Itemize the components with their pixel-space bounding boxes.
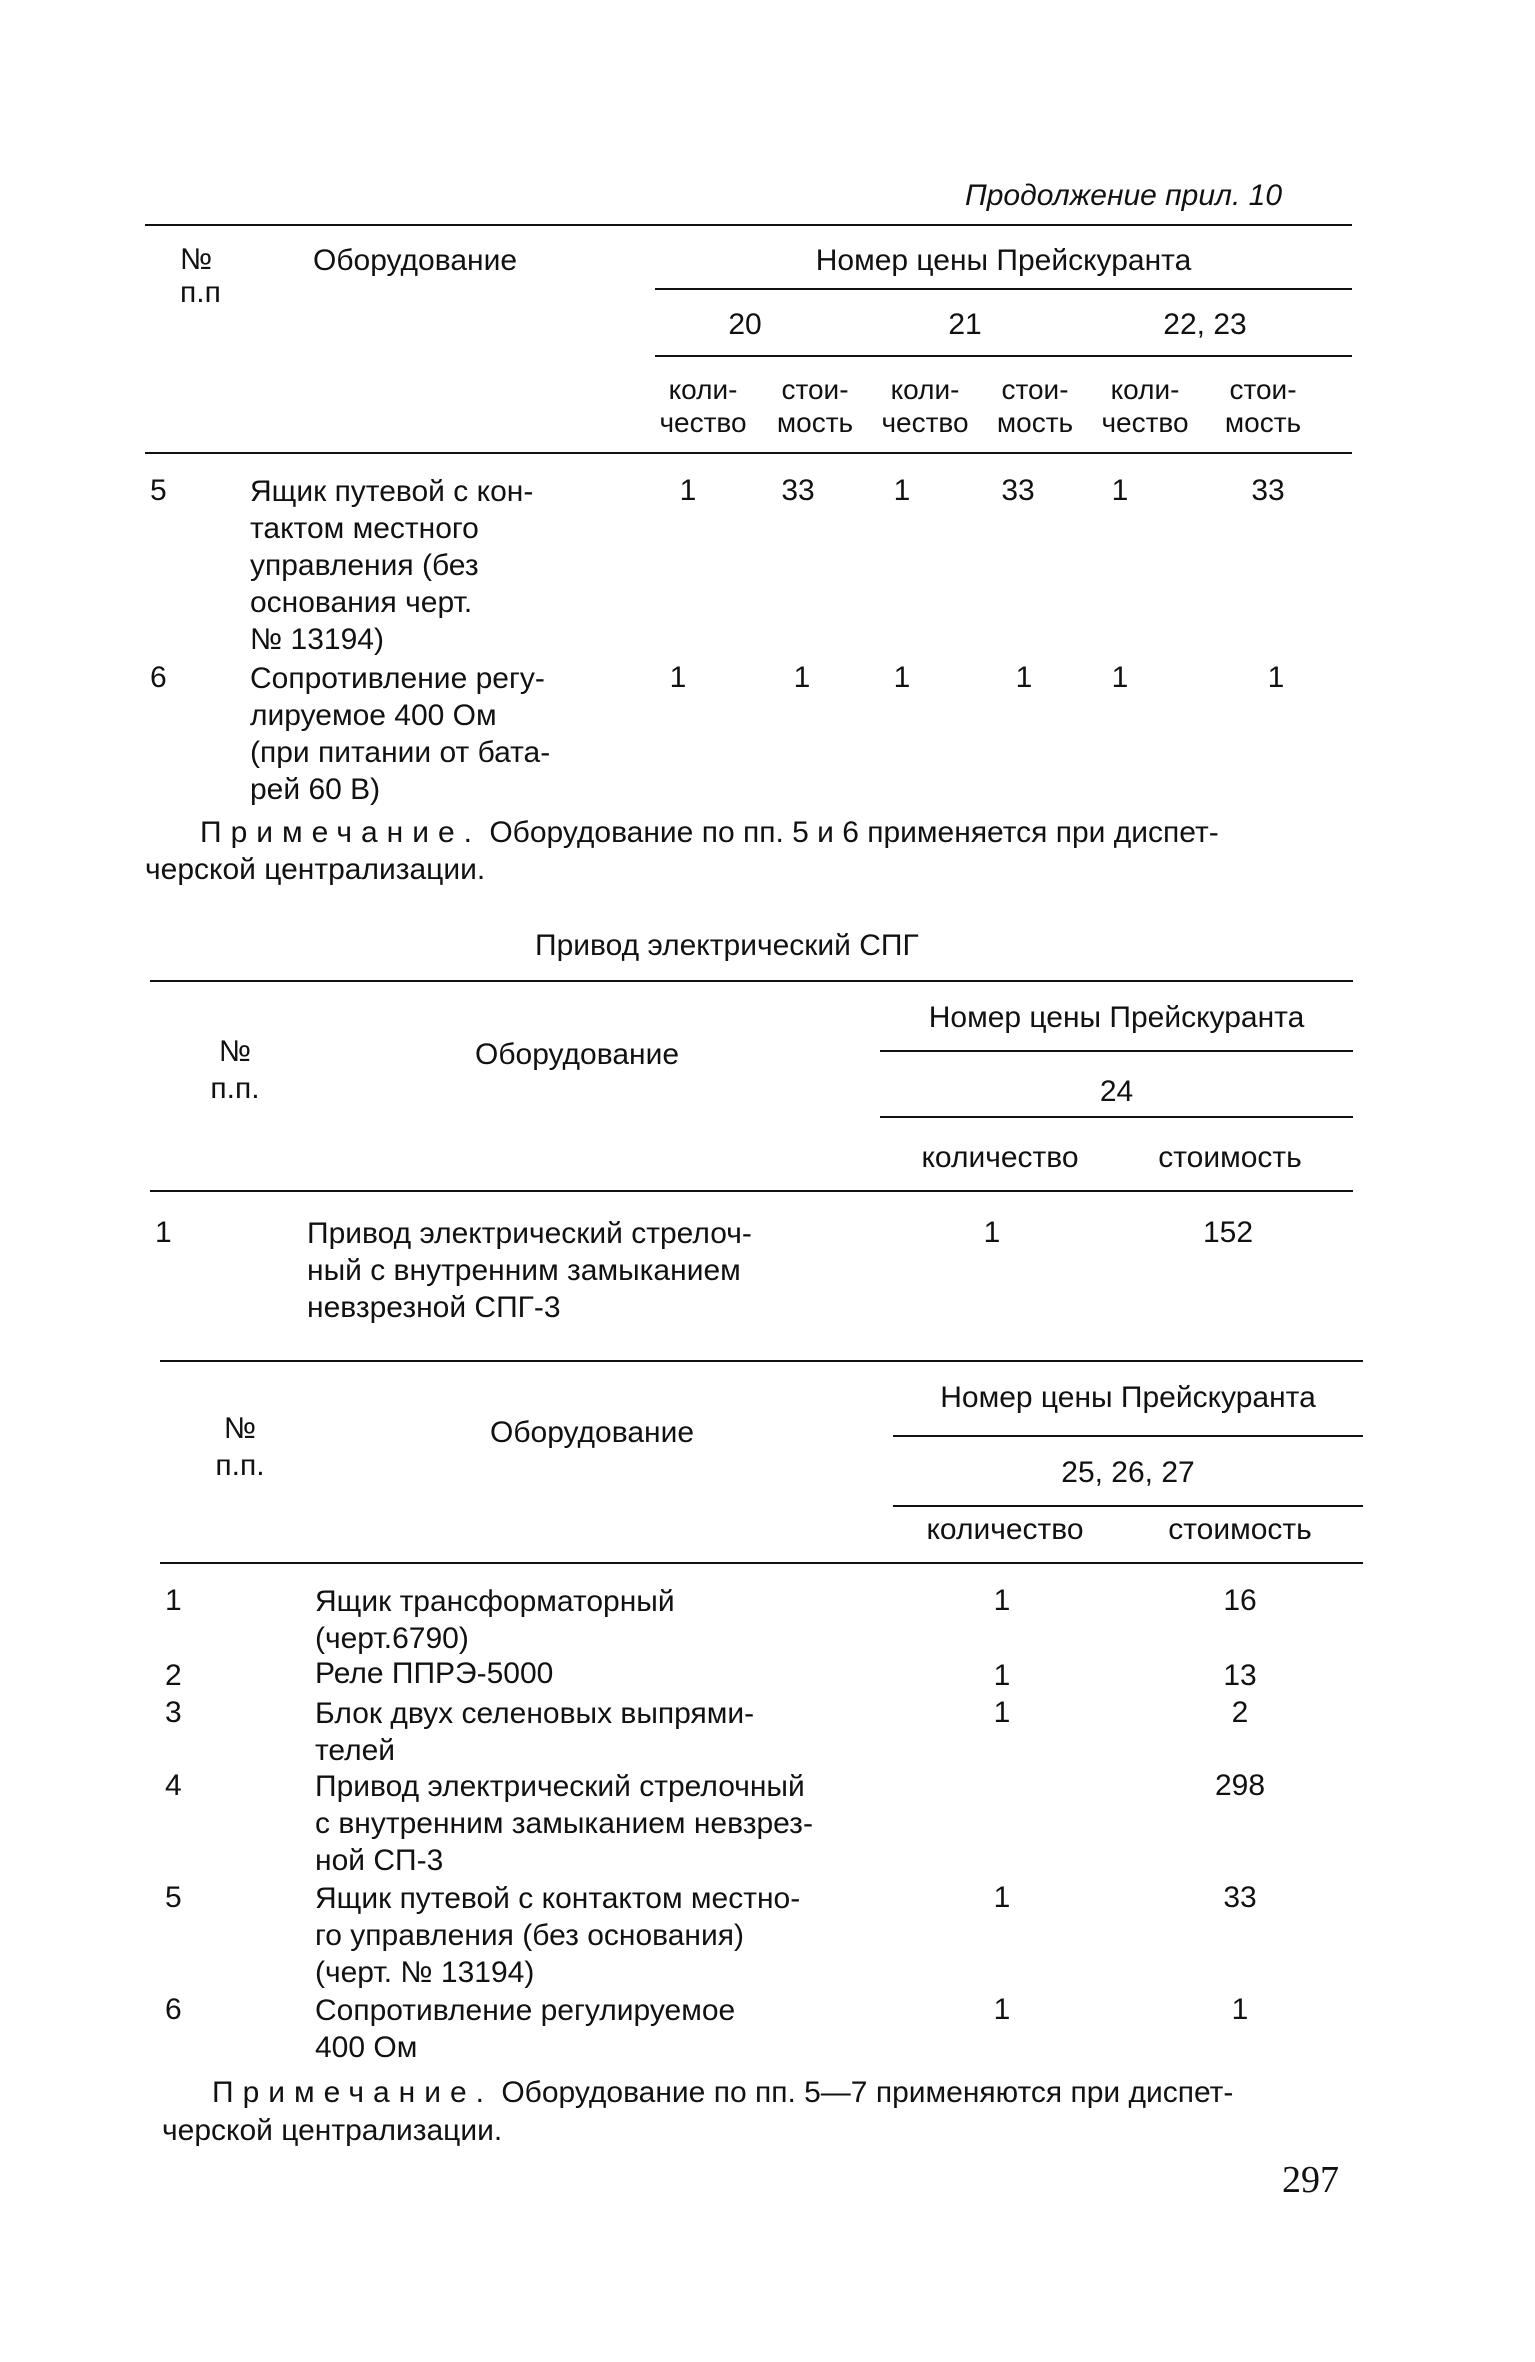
row-number: 4 [165, 1769, 182, 1802]
row-equipment-name: Ящик путевой с контактом местно- го управления (без основания) (черт. № 13194) [315, 1882, 801, 1989]
table-1-col-cost-1: стои- мость [776, 374, 854, 438]
table-2-price-24: 24 [1099, 1075, 1134, 1108]
table-2-header-rule-2 [880, 1116, 1353, 1118]
table-1-note [200, 815, 1219, 851]
table-3-col-qty: количество [926, 1513, 1084, 1546]
cell-cost: 2 [1231, 1696, 1249, 1729]
note-label: Примечание. [212, 2076, 493, 2109]
cell-cost: 13 [1223, 1659, 1257, 1692]
row-equipment-name: Ящик путевой с кон- тактом местного управления (без основания черт. № 13194) [250, 475, 534, 656]
cell-cost: 298 [1214, 1769, 1266, 1802]
table-2-header-rule-1 [880, 1050, 1353, 1052]
table-3-header-rule-1 [893, 1435, 1363, 1437]
row-number: 6 [150, 661, 167, 694]
continuation-caption: Продолжение прил. 10 [965, 179, 1283, 212]
table-1-header-bottom-rule [145, 452, 1352, 454]
cell-qty: 1 [993, 1584, 1011, 1617]
table-3-header-equipment: Оборудование [490, 1416, 695, 1449]
cell-qty-21: 1 [893, 474, 911, 507]
table-1-header-equipment: Оборудование [313, 244, 518, 277]
table-1-header-rule-2 [655, 355, 1352, 357]
row-equipment-name: Сопротивление регулируемое 400 Ом [315, 1994, 736, 2064]
cell-cost-22-23: 1 [1267, 661, 1285, 694]
table-1-note-continuation: черской централизации. [145, 853, 486, 886]
row-number: 1 [165, 1584, 182, 1617]
row-number: 5 [165, 1881, 182, 1914]
cell-qty: 1 [983, 1216, 1001, 1249]
table-3-header-bottom-rule [160, 1562, 1363, 1564]
table-1-col-cost-3: стои- мость [1224, 374, 1302, 438]
table-3-header-price-group: Номер цены Прейскуранта [940, 1381, 1316, 1414]
table-1-price-20: 20 [728, 308, 762, 341]
cell-qty-20: 1 [679, 474, 697, 507]
table-1-header-no: № п.п [180, 243, 221, 309]
table-1-col-cost-2: стои- мость [996, 374, 1074, 438]
cell-qty: 1 [993, 1881, 1011, 1914]
table-1-header-rule-1 [655, 288, 1352, 290]
table-2-header-price-group: Номер цены Прейскуранта [928, 1001, 1305, 1034]
table-2-top-rule [150, 980, 1353, 982]
table-1-top-rule [145, 224, 1352, 226]
table-1-price-22-23: 22, 23 [1163, 308, 1247, 341]
row-equipment-name: Привод электрический стрелочный с внутренним замыканием невзрез- ной СП-3 [315, 1770, 813, 1877]
table-1-header-price-group: Номер цены Прейскуранта [815, 244, 1192, 277]
section-title: Привод электрический СПГ [535, 929, 919, 962]
cell-qty-22-23: 1 [1111, 661, 1129, 694]
row-number: 1 [155, 1216, 172, 1249]
table-3-top-rule [160, 1360, 1363, 1362]
cell-cost-22-23: 33 [1251, 474, 1285, 507]
table-2-col-cost: стоимость [1158, 1141, 1302, 1174]
table-2-col-qty: количество [921, 1141, 1079, 1174]
table-1-col-qty-3: коли- чество [1101, 374, 1189, 438]
cell-qty-20: 1 [669, 661, 687, 694]
table-3-price-25-26-27: 25, 26, 27 [1061, 1456, 1195, 1489]
table-2-header-no: № п.п. [210, 1035, 260, 1105]
table-1-price-21: 21 [948, 308, 982, 341]
page-number: 297 [1282, 2159, 1339, 2201]
table-3-note [212, 2075, 1233, 2111]
cell-cost: 152 [1202, 1216, 1254, 1249]
table-2-header-equipment: Оборудование [475, 1038, 680, 1071]
cell-cost-20: 33 [781, 474, 815, 507]
row-number: 6 [165, 1993, 182, 2026]
cell-qty-21: 1 [893, 661, 911, 694]
cell-cost: 1 [1231, 1993, 1249, 2026]
cell-qty: 1 [993, 1993, 1011, 2026]
row-equipment-name: Привод электрический стрелоч- ный с внутренним замыканием невзрезной СПГ-3 [307, 1217, 752, 1324]
row-equipment-name: Сопротивление регу- лируемое 400 Ом (при питании от бата- рей 60 В) [250, 662, 551, 806]
table-3-note-continuation: черской централизации. [162, 2114, 503, 2147]
cell-qty: 1 [993, 1696, 1011, 1729]
row-number: 2 [165, 1659, 182, 1692]
table-3-col-cost: стоимость [1168, 1513, 1312, 1546]
row-equipment-name: Реле ППРЭ-5000 [315, 1657, 554, 1690]
row-number: 5 [150, 474, 167, 507]
table-3-header-rule-2 [893, 1505, 1363, 1507]
note-text: Оборудование по пп. 5 и 6 применяется при диспет- [480, 816, 1219, 849]
cell-cost-21: 1 [1015, 661, 1033, 694]
cell-qty-22-23: 1 [1111, 474, 1129, 507]
table-2-header-bottom-rule [150, 1190, 1353, 1192]
cell-cost: 16 [1223, 1584, 1257, 1617]
row-number: 3 [165, 1696, 182, 1729]
note-text: Оборудование по пп. 5—7 применяются при диспет- [492, 2076, 1234, 2109]
row-equipment-name: Ящик трансформаторный (черт.6790) [315, 1585, 675, 1655]
cell-cost-21: 33 [1001, 474, 1035, 507]
cell-cost: 33 [1223, 1881, 1257, 1914]
table-3-header-no: № п.п. [215, 1412, 265, 1482]
note-label: Примечание. [200, 816, 481, 849]
table-1-col-qty-1: коли- чество [659, 374, 747, 438]
cell-cost-20: 1 [793, 661, 811, 694]
row-equipment-name: Блок двух селеновых выпрями- телей [315, 1697, 755, 1767]
table-1-col-qty-2: коли- чество [881, 374, 969, 438]
cell-qty: 1 [993, 1659, 1011, 1692]
